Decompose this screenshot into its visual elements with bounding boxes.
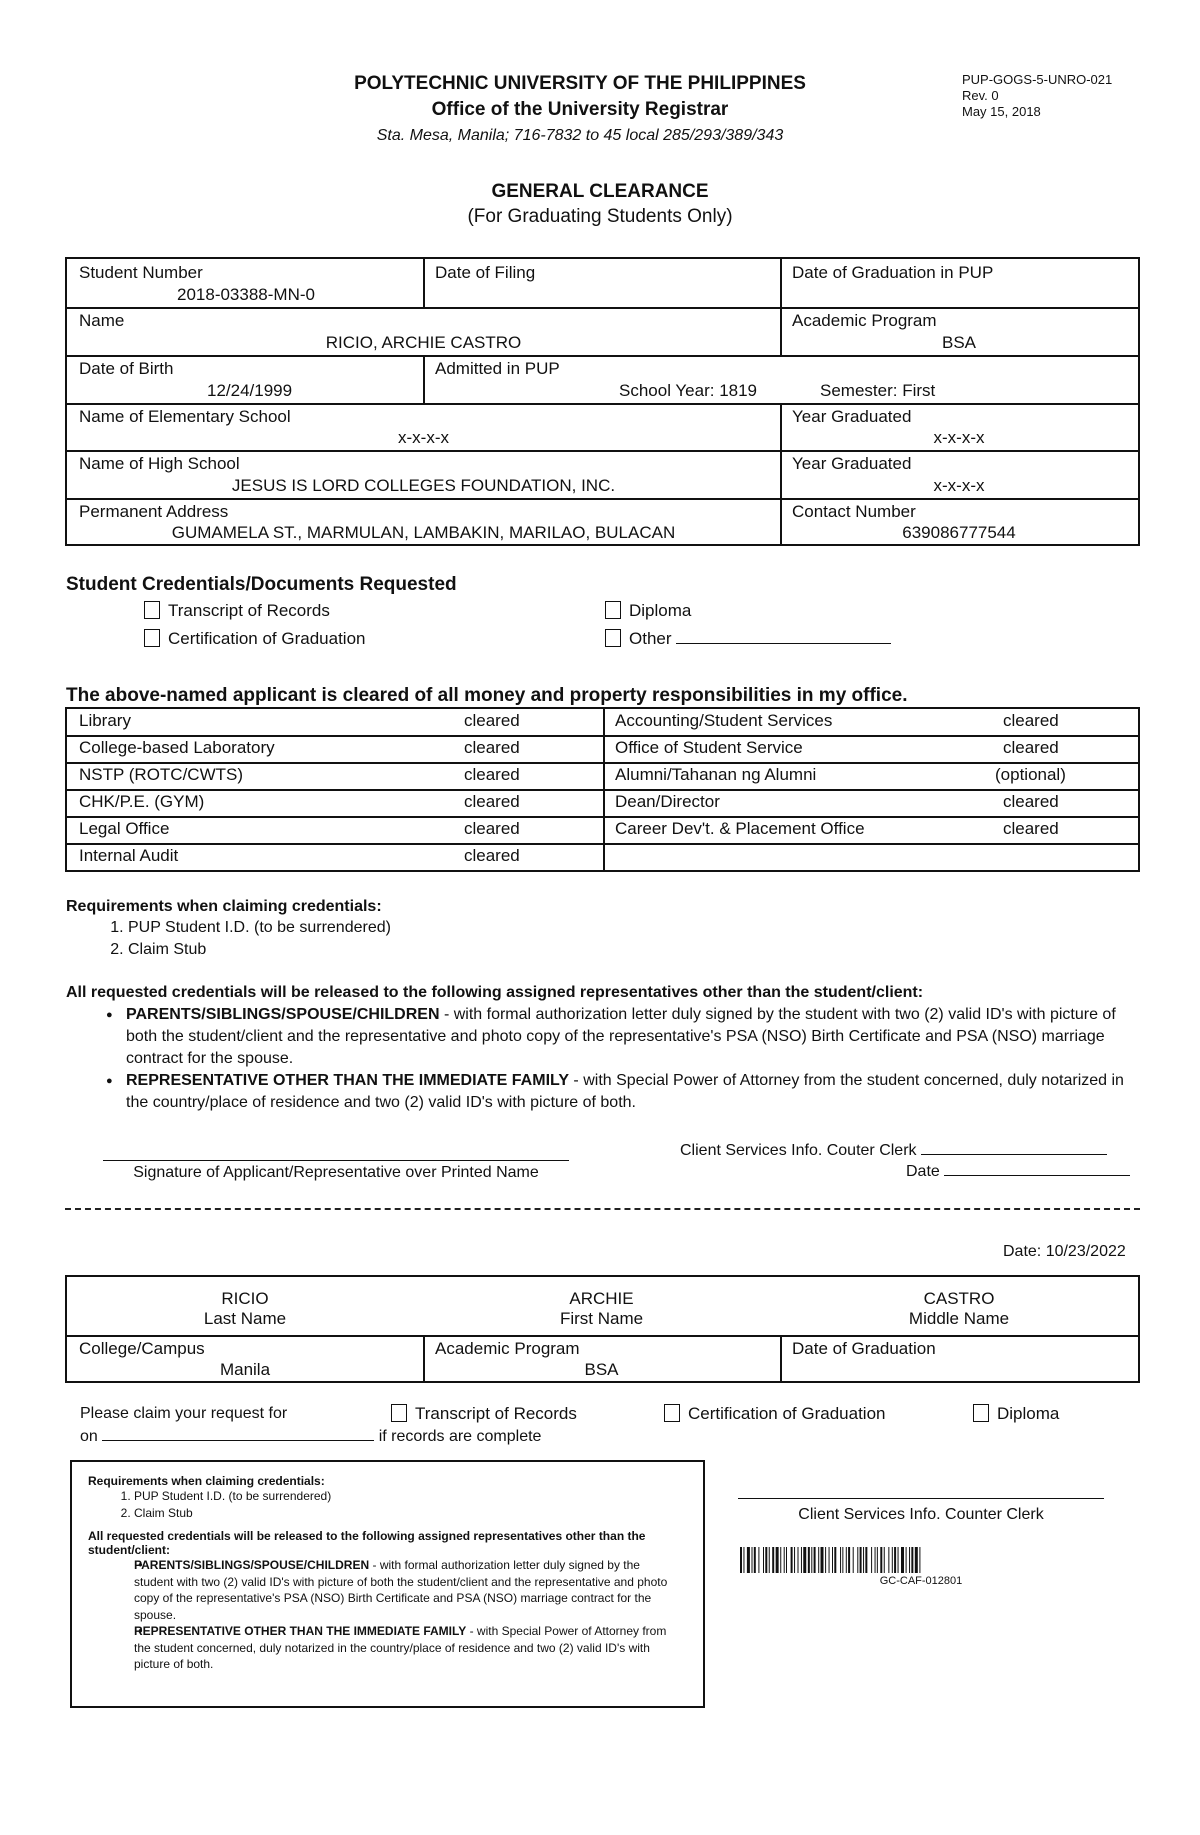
barcode-bar [811,1547,812,1573]
stub-first-name-label: First Name [559,1309,644,1328]
stub-req-heading: Requirements when claiming credentials: [88,1474,325,1488]
clearance-office: Dean/Director [615,792,720,811]
barcode-bar [892,1547,893,1573]
applicant-signature-line[interactable] [103,1160,569,1161]
stub-clerk-signature-line[interactable] [738,1498,1104,1499]
checkbox-icon[interactable] [605,629,621,647]
barcode-bar [884,1547,885,1573]
stub-middle-name-label: Middle Name [908,1309,1010,1328]
name-value: RICIO, ARCHIE CASTRO [325,333,522,352]
barcode-bar [808,1547,810,1573]
stub-college-cell[interactable] [67,1335,423,1383]
stub-claim-text: Please claim your request for [80,1405,288,1422]
stub-clerk-label: Client Services Info. Counter Clerk [798,1506,1044,1523]
stub-college-value: Manila [219,1360,271,1379]
permanent-address-value: GUMAMELA ST., MARMULAN, LAMBAKIN, MARILAO, BULACAN [171,523,676,542]
office-name: Office of the University Registrar [431,99,729,120]
form-date: May 15, 2018 [962,104,1041,119]
high-school-label: Name of High School [79,454,240,473]
barcode-bar [747,1547,750,1573]
permanent-address-label: Permanent Address [79,502,229,521]
barcode-bar [794,1547,795,1573]
clearance-row [67,816,603,843]
academic-program-label: Academic Program [792,311,937,330]
barcode-bar [791,1547,793,1573]
stub-claim-date-field[interactable] [80,1428,541,1446]
permanent-address-cell[interactable] [67,498,780,546]
barcode-bar [769,1547,770,1573]
credentials-heading: Student Credentials/Documents Requested [66,574,457,595]
elementary-school-value: x-x-x-x [398,428,449,447]
checkbox-icon[interactable] [144,601,160,619]
barcode-bar [772,1547,774,1573]
contact-number-value: 639086777544 [902,523,1016,542]
clearance-row [67,709,603,735]
high-school-cell[interactable] [67,450,780,498]
barcode-bar [758,1547,759,1573]
date-label: Date [906,1163,940,1180]
barcode-bar [832,1547,833,1573]
name-cell[interactable] [67,307,780,355]
representative-rule-other [66,1070,1140,1114]
barcode-bar [803,1547,806,1573]
stub-claim-date-blank[interactable] [102,1440,374,1441]
barcode-bar [842,1547,843,1573]
academic-program-value: BSA [941,333,977,352]
stub-date: Date: 10/23/2022 [1003,1243,1126,1260]
clearance-office: Alumni/Tahanan ng Alumni [615,765,817,784]
clearance-status: cleared [464,792,520,811]
stub-if-complete: if records are complete [378,1428,542,1445]
stub-rep-family [88,1557,677,1623]
stub-first-name: ARCHIE [569,1289,634,1308]
clearance-office: College-based Laboratory [79,738,275,757]
rep2-title: REPRESENTATIVE OTHER THAN THE IMMEDIATE FAMILY [126,1072,569,1089]
student-number-cell[interactable] [67,259,423,307]
stub-program-label: Academic Program [435,1339,580,1358]
clearance-office: Accounting/Student Services [615,711,833,730]
barcode-bar [871,1547,872,1573]
clearance-row [603,709,1138,735]
checkbox-icon[interactable] [605,601,621,619]
stub-graduation-cell[interactable] [780,1335,1138,1383]
stub-middle-name: CASTRO [923,1289,995,1308]
stub-tor-label: Transcript of Records [415,1404,577,1423]
stub-program-cell[interactable] [423,1335,780,1383]
clearance-status: cleared [464,819,520,838]
clearance-row [603,735,1138,762]
representatives-section [66,984,1140,1114]
credential-cog-label: Certification of Graduation [168,629,366,648]
clearance-row [67,789,603,816]
student-info-table [65,257,1140,546]
elementary-school-cell[interactable] [67,403,780,450]
elementary-year-label: Year Graduated [792,407,912,426]
stub-on-label: on [80,1428,98,1445]
clearance-office: NSTP (ROTC/CWTS) [79,765,244,784]
stub-info-table [65,1275,1140,1383]
barcode-bar [780,1547,781,1573]
barcode-bar [776,1547,779,1573]
elementary-year-cell[interactable] [780,403,1138,450]
office-address: Sta. Mesa, Manila; 716-7832 to 45 local 285/293/389/343 [376,127,784,144]
barcode-bar [860,1547,862,1573]
requirements-heading: Requirements when claiming credentials: [66,898,382,915]
representative-rule-family [66,1004,1140,1070]
stub-rep-other [88,1623,677,1673]
credential-tor[interactable] [144,601,330,621]
date-of-filing-label: Date of Filing [435,263,536,282]
barcode-bar [834,1547,836,1573]
barcode-bar [919,1547,920,1573]
elementary-school-label: Name of Elementary School [79,407,291,426]
barcode-bar [877,1547,878,1573]
clearance-status: cleared [464,738,520,757]
barcode-bar [909,1547,910,1573]
clearance-row [67,735,603,762]
checkbox-icon[interactable] [391,1404,407,1422]
stub-program-value: BSA [584,1360,619,1379]
clearance-office: CHK/P.E. (GYM) [79,792,205,811]
barcode-bar [765,1547,767,1573]
clerk-blank[interactable] [921,1154,1107,1155]
barcode-bar [784,1547,785,1573]
checkbox-icon[interactable] [664,1404,680,1422]
stub-reps-heading: All requested credentials will be released to the following assigned representatives other than the student/client: [88,1529,646,1557]
date-of-birth-value: 12/24/1999 [207,381,293,400]
clearance-office: Career Dev't. & Placement Office [615,819,865,838]
stub-rep1-title: PARENTS/SIBLINGS/SPOUSE/CHILDREN [134,1558,370,1572]
clearance-status: cleared [1003,711,1059,730]
clearance-row [67,762,603,789]
contact-number-cell[interactable] [780,498,1138,546]
checkbox-icon[interactable] [144,629,160,647]
clearance-office: Library [79,711,131,730]
clearance-row [603,816,1138,843]
clearance-status: cleared [464,846,520,865]
credential-tor-label: Transcript of Records [168,601,330,620]
stub-middle-name-cell [780,1289,1138,1329]
barcode-bar [901,1547,904,1573]
clearance-heading: The above-named applicant is cleared of all money and property responsibilities in my office. [66,685,908,706]
clearance-status: cleared [1003,792,1059,811]
stub-college-label: College/Campus [79,1339,205,1358]
stub-req-item: 2. Claim Stub [134,1505,689,1522]
date-field[interactable] [906,1163,1130,1181]
date-of-birth-label: Date of Birth [79,359,174,378]
high-school-year-value: x-x-x-x [933,476,985,495]
checkbox-icon[interactable] [973,1404,989,1422]
applicant-signature-label: Signature of Applicant/Representative over Printed Name [133,1164,539,1181]
form-code-block [962,72,1112,120]
form-subtitle: (For Graduating Students Only) [467,206,733,227]
admitted-label: Admitted in PUP [435,359,560,378]
clearance-office: Legal Office [79,819,170,838]
barcode-bar [829,1547,830,1573]
date-of-filing-cell[interactable] [423,259,780,307]
requirement-item: 1. PUP Student I.D. (to be surrendered) [128,917,1146,939]
stub-cog[interactable] [664,1404,886,1424]
clearance-status: cleared [1003,738,1059,757]
stub-first-name-cell [423,1289,780,1329]
high-school-value: JESUS IS LORD COLLEGES FOUNDATION, INC. [231,476,616,495]
other-blank-line[interactable] [676,643,891,644]
barcode-bar [911,1547,913,1573]
barcode-bar [848,1547,850,1573]
stub-req-item: 1. PUP Student I.D. (to be surrendered) [134,1488,689,1505]
academic-program-cell[interactable] [780,307,1138,355]
barcode-bar [915,1547,918,1573]
student-number-label: Student Number [79,263,203,282]
stub-requirements-box [70,1460,705,1708]
date-of-graduation-label: Date of Graduation in PUP [792,263,994,282]
contact-number-label: Contact Number [792,502,916,521]
stub-tor[interactable] [391,1404,577,1424]
barcode-bar [740,1547,742,1573]
clearance-row [67,843,603,870]
representatives-heading: All requested credentials will be released to the following assigned representatives other than the student/client: [66,984,924,1001]
semester-value: Semester: First [820,381,936,400]
stub-rep2-title: REPRESENTATIVE OTHER THAN THE IMMEDIATE FAMILY [134,1624,467,1638]
barcode-bar [906,1547,907,1573]
stub-diploma-label: Diploma [997,1404,1060,1423]
barcode-bar [814,1547,816,1573]
clearance-row [603,789,1138,816]
barcode-text: GC-CAF-012801 [879,1575,963,1587]
form-code: PUP-GOGS-5-UNRO-021 [962,72,1113,87]
requirement-item: 2. Claim Stub [128,939,1146,961]
barcode-bar [825,1547,826,1573]
credential-other[interactable] [605,629,891,649]
clearance-status: cleared [464,711,520,730]
credential-other-label: Other [629,629,672,648]
credential-cog[interactable] [144,629,366,649]
stub-last-name-label: Last Name [203,1309,287,1328]
barcode-bar [818,1547,819,1573]
stub-rep1-text: - with formal authorization letter duly signed by the student with two (2) valid ID's with picture of both the student/client and the representative and photo copy of the representative's PSA (NSO) Birth Certificate and PSA (NSO) marriage contract for the spouse. [134,1558,668,1622]
clerk-label: Client Services Info. Couter Clerk [680,1142,917,1159]
barcode-bar [763,1547,764,1573]
university-name: POLYTECHNIC UNIVERSITY OF THE PHILIPPINES [354,73,806,94]
barcode-bar [880,1547,882,1573]
barcode-bar [898,1547,899,1573]
form-revision: Rev. 0 [962,88,999,103]
form-title: GENERAL CLEARANCE [491,181,709,202]
elementary-year-value: x-x-x-x [933,428,985,447]
barcode-bar [863,1547,864,1573]
date-blank[interactable] [944,1175,1130,1176]
clearance-status: cleared [464,765,520,784]
high-school-year-cell[interactable] [780,450,1138,498]
barcode-bar [786,1547,787,1573]
barcode-bar [840,1547,841,1573]
cut-line [65,1208,1140,1210]
barcode-bar [853,1547,854,1573]
barcode-bar [894,1547,896,1573]
clearance-status: cleared [1003,819,1059,838]
barcode-bar [888,1547,889,1573]
stub-rep2-text: - with Special Power of Attorney from the student concerned, duly notarized in the country/place of residence and two (2) valid ID's with picture of both. [134,1624,667,1671]
stub-last-name: RICIO [221,1289,269,1308]
barcode-icon [740,1547,1102,1573]
name-label: Name [79,311,125,330]
credential-diploma[interactable] [605,601,691,621]
barcode-bar [801,1547,802,1573]
barcode-bar [865,1547,867,1573]
barcode-bar [821,1547,824,1573]
clerk-field[interactable] [680,1142,1107,1160]
requirements-section [66,898,1146,961]
stub-diploma[interactable] [973,1404,1059,1424]
clearance-office: Office of Student Service [615,738,803,757]
credential-diploma-label: Diploma [629,601,692,620]
date-of-birth-cell[interactable] [67,355,423,403]
stub-graduation-label: Date of Graduation [792,1339,936,1358]
school-year-value: School Year: 1819 [619,381,758,400]
clearance-row [603,762,1138,789]
rep2-text: - with Special Power of Attorney from the student concerned, duly notarized in the country/place of residence and two (2) valid ID's with picture of both. [126,1072,1124,1111]
stub-cog-label: Certification of Graduation [688,1404,886,1423]
barcode-bar [743,1547,744,1573]
stub-last-name-cell [67,1289,423,1329]
high-school-year-label: Year Graduated [792,454,912,473]
barcode-bar [798,1547,799,1573]
barcode-bar [752,1547,753,1573]
barcode-bar [754,1547,756,1573]
clearance-status: (optional) [995,765,1066,784]
barcode-bar [846,1547,847,1573]
barcode-bar [875,1547,876,1573]
rep1-text: - with formal authorization letter duly signed by the student with two (2) valid ID's with picture of both the student/client and the representative and photo copy of the representative's PSA (NSO) Birth Certificate and PSA (NSO) marriage contract for the spouse. [126,1006,1116,1067]
date-of-graduation-cell[interactable] [780,259,1138,307]
barcode-bar [857,1547,858,1573]
clearance-table [65,707,1140,872]
clearance-office: Internal Audit [79,846,179,865]
student-number-value: 2018-03388-MN-0 [177,285,315,304]
admitted-cell[interactable] [423,355,1138,403]
rep1-title: PARENTS/SIBLINGS/SPOUSE/CHILDREN [126,1006,440,1023]
